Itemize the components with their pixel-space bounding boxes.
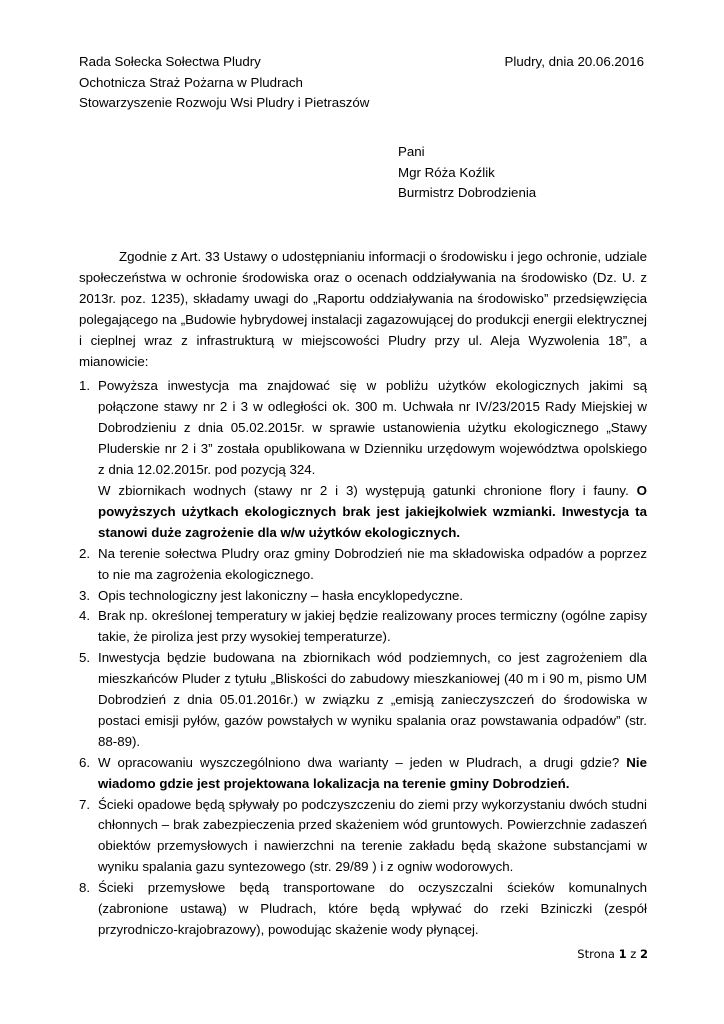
recipient-line: Pani <box>398 144 425 159</box>
list-number: 2. <box>79 545 91 561</box>
list-item-text-normal: W zbiornikach wodnych (stawy nr 2 i 3) występują gatunki chronione flory i fauny. <box>98 482 637 498</box>
list-item <box>79 753 647 795</box>
list-item-text: Inwestycja będzie budowana na zbiornikach wód podziemnych, co jest zagrożeniem dla mieszkańców Pluder z tytułu „Bliskości do zabudowy mieszkaniowej (40 m i 90 m, pismo UM Dobrodzień z dnia 05.01.2016r.) w związku z „emisją zanieczyszczeń do środowiska w postaci emisji pyłów, gazów powstałych w wyniku spalania oraz powstawania odpadów” (str. 88-89). <box>98 650 647 749</box>
list-item-text: Brak np. określonej temperatury w jakiej będzie realizowany proces termiczny (ogólne zapisy takie, że piroliza jest przy wysokiej temperaturze). <box>98 608 647 645</box>
list-item-text <box>98 481 647 544</box>
page-label: Strona <box>577 947 615 961</box>
page-total: 2 <box>639 947 648 961</box>
sender-line: Stowarzyszenie Rozwoju Wsi Pludry i Pietraszów <box>79 95 370 110</box>
remarks-list <box>79 376 647 940</box>
sender-block <box>79 52 369 114</box>
page-footer <box>577 947 648 961</box>
list-item <box>79 606 647 648</box>
letter-date: Pludry, dnia 20.06.2016 <box>504 54 644 69</box>
page-current: 1 <box>618 947 627 961</box>
list-item <box>79 544 647 586</box>
list-item-text: Na terenie sołectwa Pludry oraz gminy Dobrodzień nie ma składowiska odpadów a poprzez to nie ma zagrożenia ekologicznego. <box>98 545 647 582</box>
recipient-line: Burmistrz Dobrodzienia <box>398 185 537 200</box>
list-number: 6. <box>79 754 91 770</box>
list-item <box>79 795 647 879</box>
letter-body <box>79 247 647 941</box>
list-item-text-normal: W opracowaniu wyszczególniono dwa warianty – jeden w Pludrach, a drugi gdzie? <box>98 754 627 770</box>
list-item-text-bold: Nie wiadomo gdzie jest projektowana lokalizacja na terenie gminy Dobrodzień. <box>98 754 647 791</box>
list-item-text <box>98 753 647 795</box>
list-number: 4. <box>79 608 91 624</box>
list-number: 7. <box>79 796 91 812</box>
list-item <box>79 648 647 753</box>
recipient-line: Mgr Róża Koźlik <box>398 164 495 180</box>
list-item-text: Ścieki opadowe będą spływały po podczyszczeniu do ziemi przy wykorzystaniu dwóch studni chłonnych – brak zabezpieczenia przed skażeniem wód gruntowych. Powierzchnie zadaszeń obiektów przemysłowych i nawierzchni na terenie zakładu będą skażone substancjami w wyniku spalania gazu syntezowego (str. 29/89 ) i z ogniw wodorowych. <box>98 796 647 875</box>
sender-line: Rada Sołecka Sołectwa Pludry <box>79 54 261 69</box>
list-item-text-bold: O powyższych użytkach ekologicznych brak jest jakiejkolwiek wzmianki. Inwestycja ta stanowi duże zagrożenie dla w/w użytków ekologicznych. <box>98 482 647 540</box>
list-number: 3. <box>79 587 91 603</box>
sender-line: Ochotnicza Straż Pożarna w Pludrach <box>79 74 303 90</box>
intro-paragraph: Zgodnie z Art. 33 Ustawy o udostępnianiu informacji o środowisku i jego ochronie, udziale społeczeństwa w ochronie środowiska oraz o ocenach oddziaływania na środowisko (Dz. U. z 2013r. poz. 1235), składamy uwagi do „Raportu oddziaływania na środowisko” przedsięwzięcia polegającego na „Budowie hybrydowej instalacji zagazowującej do produkcji energii elektrycznej i cieplnej wraz z infrastrukturą w miejscowości Pludry przy ul. Aleja Wyzwolenia 18”, a mianowicie: <box>79 249 647 369</box>
list-item-text: Opis technologiczny jest lakoniczny – hasła encyklopedyczne. <box>98 587 464 603</box>
list-item-text: Ścieki przemysłowe będą transportowane do oczyszczalni ścieków komunalnych (zabronione ustawą) w Pludrach, które będą wpływać do rzeki Bziniczki (zespół przyrodniczo-krajobrazowy), powodując skażenie wody płynącej. <box>98 880 647 937</box>
list-number: 8. <box>79 880 91 896</box>
recipient-block <box>398 142 536 204</box>
list-item-text: Powyższa inwestycja ma znajdować się w pobliżu użytków ekologicznych jakimi są połączone stawy nr 2 i 3 w odległości ok. 300 m. Uchwała nr IV/23/2015 Rady Miejskiej w Dobrodzieniu z dnia 05.02.2015r. w sprawie ustanowienia użytku ekologicznego „Stawy Pluderskie nr 2 i 3” została opublikowana w Dzienniku urzędowym województwa opolskiego z dnia 12.02.2015r. pod pozycją 324. <box>98 378 647 478</box>
page-separator: z <box>630 947 637 961</box>
list-item <box>79 586 647 607</box>
list-number: 5. <box>79 650 91 666</box>
list-number: 1. <box>79 378 91 394</box>
list-item <box>79 878 647 941</box>
list-item <box>79 376 647 543</box>
